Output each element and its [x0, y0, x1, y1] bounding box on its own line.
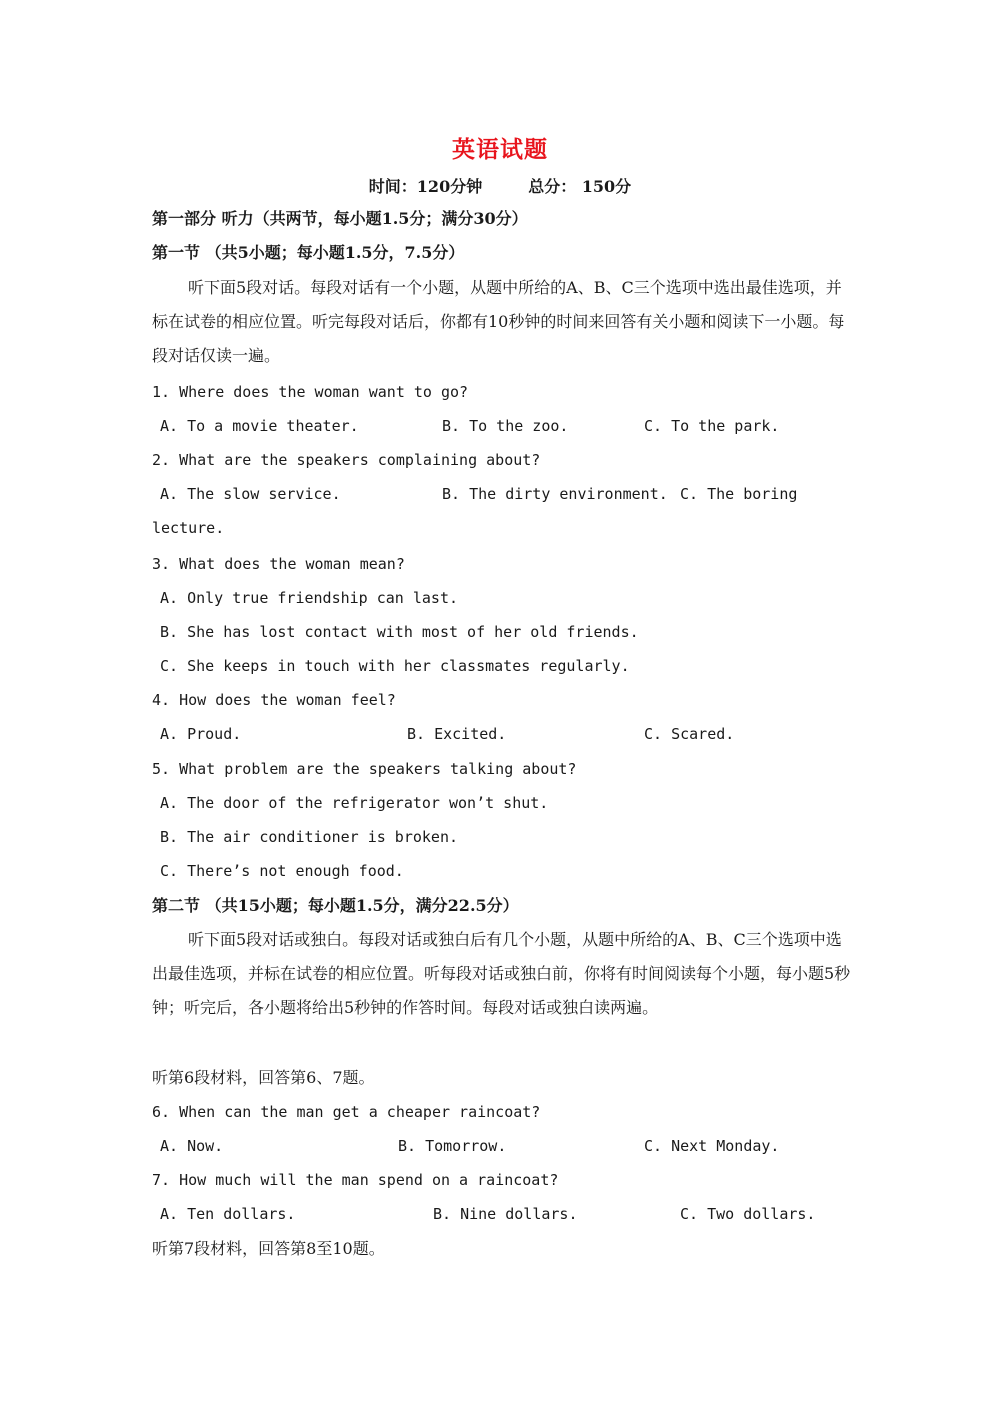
- question-6-stem: 6. When can the man get a cheaper raincoat?: [152, 1103, 541, 1121]
- question-1-option-b: B. To the zoo.: [442, 417, 569, 435]
- question-3-option-c: C. She keeps in touch with her classmates regularly.: [160, 657, 630, 675]
- question-2-option-c-continuation: lecture.: [152, 519, 225, 537]
- question-5-option-a: A. The door of the refrigerator won’t shut.: [160, 794, 549, 812]
- question-2-option-a: A. The slow service.: [160, 485, 341, 503]
- question-6-option-a: A. Now.: [160, 1137, 224, 1155]
- question-4-stem: 4. How does the woman feel?: [152, 691, 396, 709]
- question-1-option-a: A. To a movie theater.: [160, 417, 359, 435]
- question-6-option-b: B. Tomorrow.: [398, 1137, 507, 1155]
- question-5-stem: 5. What problem are the speakers talking about?: [152, 760, 577, 778]
- question-7-option-a: A. Ten dollars.: [160, 1205, 296, 1223]
- question-7-stem: 7. How much will the man spend on a raincoat?: [152, 1171, 559, 1189]
- exam-meta: [0, 174, 1000, 197]
- part1-heading: 第一部分 听力（共两节，每小题1.5分；满分30分）: [152, 209, 528, 228]
- section1-instructions: 听下面5段对话。每段对话有一个小题，从题中所给的A、B、C三个选项中选出最佳选项，并标在试卷的相应位置。听完每段对话后，你都有10秒钟的时间来回答有关小题和阅读下一小题。每段对话仅读一遍。: [152, 278, 845, 366]
- question-2-option-c: C. The boring: [680, 485, 798, 503]
- section1-heading: 第一节 （共5小题；每小题1.5分，7.5分）: [152, 243, 465, 262]
- question-4-option-a: A. Proud.: [160, 725, 242, 743]
- section2-instructions: 听下面5段对话或独白。每段对话或独白后有几个小题，从题中所给的A、B、C三个选项中选出最佳选项，并标在试卷的相应位置。听每段对话或独白前，你将有时间阅读每个小题，每小题5秒钟；听完后，各小题将给出5秒钟的作答时间。每段对话或独白读两遍。: [152, 930, 851, 1018]
- question-3-option-b: B. She has lost contact with most of her old friends.: [160, 623, 639, 641]
- question-3-option-a: A. Only true friendship can last.: [160, 589, 459, 607]
- question-5-option-c: C. There’s not enough food.: [160, 862, 404, 880]
- question-3-stem: 3. What does the woman mean?: [152, 555, 405, 573]
- question-1-stem: 1. Where does the woman want to go?: [152, 383, 469, 401]
- question-4-option-c: C. Scared.: [644, 725, 735, 743]
- exam-title: 英语试题: [452, 136, 548, 163]
- question-2-stem: 2. What are the speakers complaining about?: [152, 451, 541, 469]
- exam-score: 总分： 150分: [528, 177, 632, 196]
- question-7-option-b: B. Nine dollars.: [433, 1205, 578, 1223]
- question-1-option-c: C. To the park.: [644, 417, 780, 435]
- section2-heading: 第二节 （共15小题；每小题1.5分，满分22.5分）: [152, 896, 519, 915]
- question-7-option-c: C. Two dollars.: [680, 1205, 816, 1223]
- material-7-note: 听第7段材料，回答第8至10题。: [152, 1239, 385, 1258]
- question-4-option-b: B. Excited.: [407, 725, 507, 743]
- question-6-option-c: C. Next Monday.: [644, 1137, 780, 1155]
- question-2-option-b: B. The dirty environment.: [442, 485, 668, 503]
- exam-time: 时间：120分钟: [368, 177, 483, 196]
- question-5-option-b: B. The air conditioner is broken.: [160, 828, 459, 846]
- material-6-note: 听第6段材料，回答第6、7题。: [152, 1068, 375, 1087]
